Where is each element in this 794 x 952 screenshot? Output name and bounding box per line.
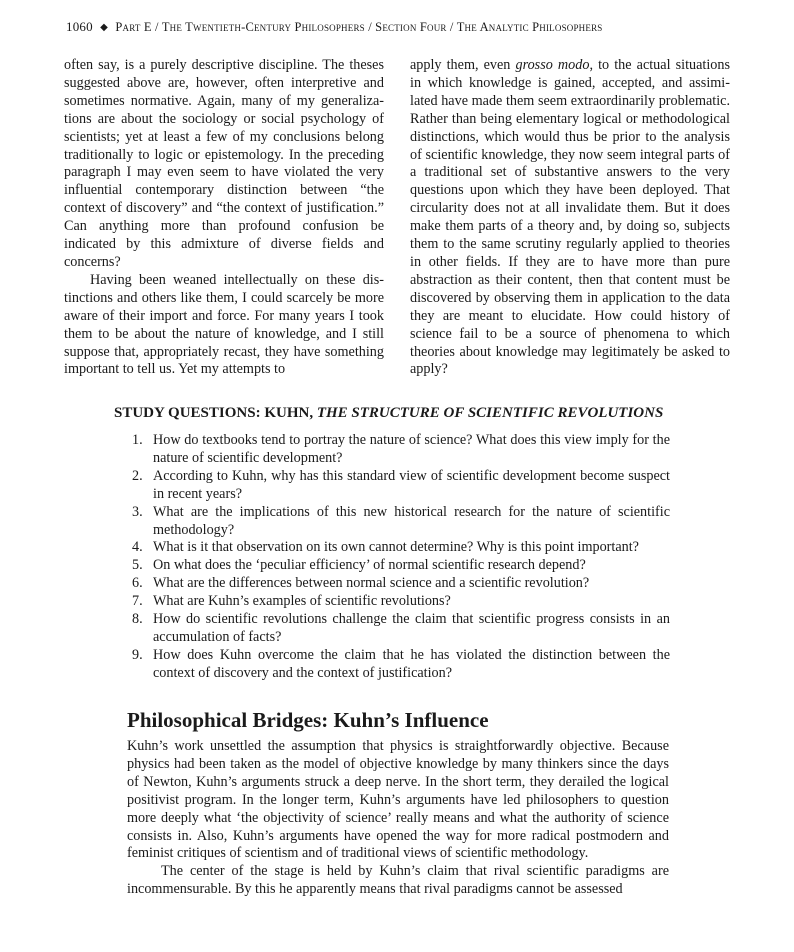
study-questions (114, 405, 670, 683)
study-question (114, 557, 670, 575)
question-text: On what does the ‘peculiar efficiency’ of normal scientific research depend? (153, 557, 586, 574)
study-questions-title-prefix: STUDY QUESTIONS: KUHN, (114, 405, 317, 421)
left-paragraph-1: often say, is a purely descriptive discipline. The theses suggested above are, however, often interpretive and sometimes normative. Again, many of my generalizations are about the sociology or social psychology of scientists; yet at least a few of my conclusions belong traditionally to logic or epistemology. In the preceding paragraph I may even seem to have violated the very influential contemporary distinction between “the context of discovery” and “the context of justification.” Can anything more than profound confusion be indicated by this admixture of diverse fields and concerns? (64, 57, 384, 270)
running-header (66, 19, 602, 35)
section-heading: Philosophical Bridges: Kuhn’s Influence (127, 708, 489, 732)
study-questions-work-title: THE STRUCTURE OF SCIENTIFIC REVOLUTIONS (316, 405, 664, 421)
right-column (410, 57, 730, 379)
question-number: 5. (132, 557, 143, 574)
study-question (114, 575, 670, 593)
question-number: 9. (132, 646, 143, 663)
study-question (114, 468, 670, 504)
study-question (114, 611, 670, 647)
question-number: 8. (132, 611, 143, 628)
question-number: 1. (132, 432, 143, 448)
left-column (64, 57, 384, 379)
two-column-body (64, 57, 730, 379)
study-questions-list (114, 432, 670, 683)
question-text: What are the implications of this new historical research for the nature of scientific methodology? (153, 503, 670, 538)
study-question (114, 432, 670, 468)
question-text: What is it that observation on its own cannot determine? Why is this point important? (153, 539, 639, 556)
question-number: 3. (132, 503, 143, 520)
diamond-icon: ◆ (100, 22, 109, 33)
left-paragraph-2: Having been weaned intellectually on these distinctions and others like them, I could scarcely be more aware of their import and force. For many years I took them to be about the nature of knowledge, and I still suppose that, appropriately recast, they have something important to tell us. Yet my attempts to (64, 271, 384, 378)
question-number: 7. (132, 593, 143, 610)
question-text: How do scientific revolutions challenge the claim that scientific progress consists in an accumulation of facts? (153, 611, 670, 645)
bridges-paragraph-2: The center of the stage is held by Kuhn’s claim that rival scientific paradigms are incommensurable. By this he apparently means that rival paradigms cannot be assessed (127, 863, 669, 898)
question-text: According to Kuhn, why has this standard view of scientific development become suspect in recent years? (153, 467, 670, 502)
running-head-title: Part E / The Twentieth-Century Philosophers / Section Four / The Analytic Philosophers (115, 20, 603, 34)
question-text: How does Kuhn overcome the claim that he has violated the distinction between the context of discovery and the context of justification? (153, 646, 670, 681)
page-number: 1060 (66, 19, 93, 34)
study-questions-title (114, 405, 670, 422)
philosophical-bridges-section (127, 708, 669, 899)
study-question (114, 647, 670, 683)
right-paragraph-1: apply them, even grosso modo, to the actual situations in which knowledge is gained, accepted, and assimilated have made them seem extraordinarily problematic. Rather than being elementary logical or methodological distinctions, which would thus be prior to the analysis of scientific knowledge, they now seem integral parts of a traditional set of substantive answers to the very questions upon which they have been deployed. That circularity does not at all invalidate them. But it does make them parts of a theory and, by doing so, subjects them to the same scrutiny regularly applied to theories in other fields. If they are to have more than pure abstraction as their content, then that content must be discovered by observing them in application to the data they are meant to elucidate. How could history of science fail to be a source of phenomena to which theories about knowledge may legitimately be asked to apply? (410, 57, 730, 378)
study-question (114, 504, 670, 540)
bridges-paragraph-1: Kuhn’s work unsettled the assumption that physics is straightforwardly objective. Because physics had been taken as the model of objective knowledge by many thinkers since the days of Newton, Kuhn’s arguments struck a deep nerve. In the short term, they derailed the logical positivist program. In the longer term, Kuhn’s arguments have led philosophers to question more deeply what ‘the objectivity of science’ really means and what the authority of science consists in. Also, Kuhn’s arguments have opened the way for more radical postmodern and feminist critiques of scientism and of traditional views of scientific methodology. (127, 738, 669, 862)
study-question (114, 593, 670, 611)
study-question (114, 539, 670, 557)
question-text: How do textbooks tend to portray the nature of science? What does this view imply for the nature of scientific development? (153, 432, 670, 466)
question-text: What are Kuhn’s examples of scientific revolutions? (153, 593, 451, 610)
question-text: What are the differences between normal science and a scientific revolution? (153, 575, 590, 592)
question-number: 4. (132, 539, 143, 556)
question-number: 6. (132, 575, 143, 592)
question-number: 2. (132, 467, 143, 484)
